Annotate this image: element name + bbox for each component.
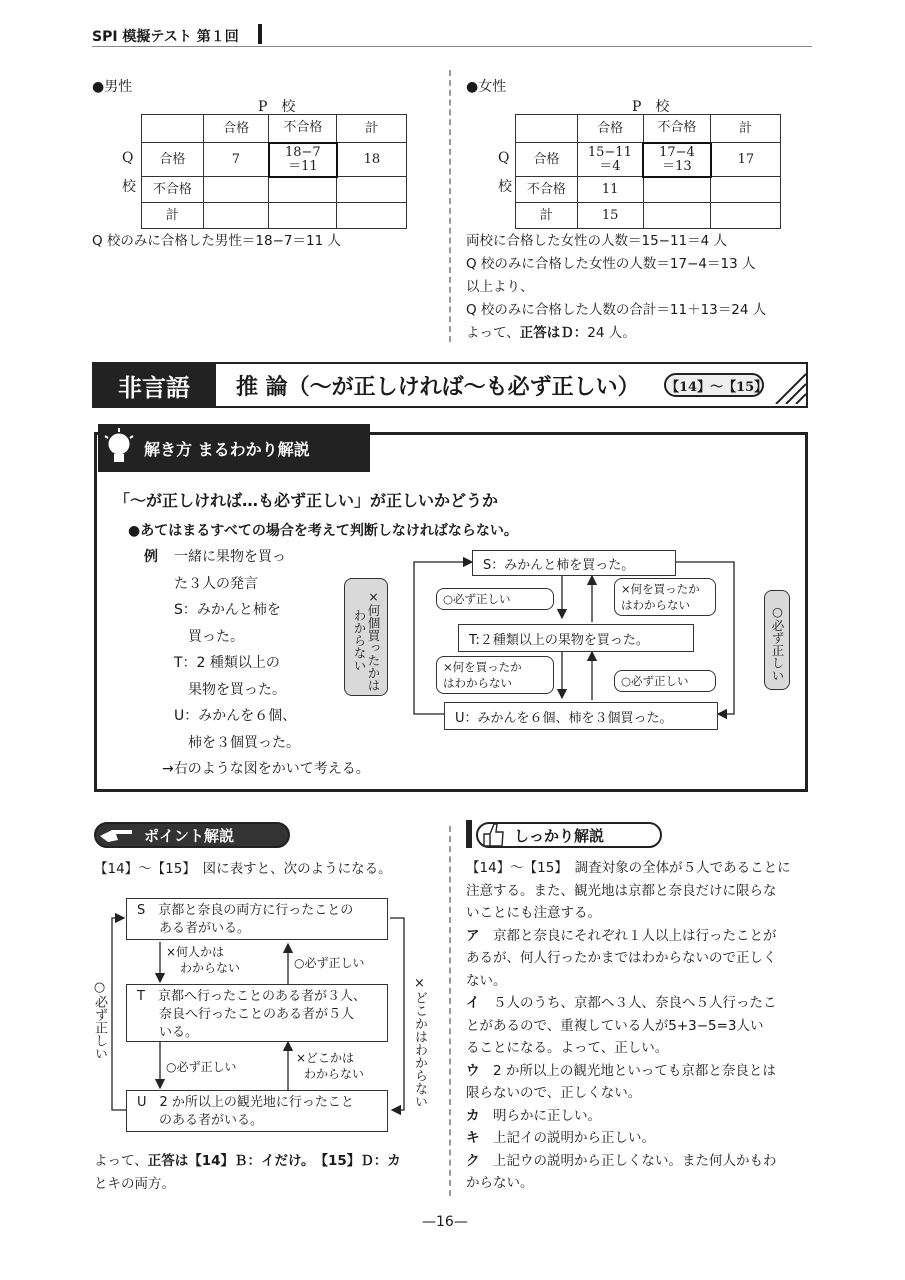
row-header: 不合格 [516, 177, 578, 203]
point-intro: 【14】〜【15】 図に表すと、次のようになる。 [94, 861, 392, 877]
table-cell [203, 203, 269, 229]
point-side-right: ×どこかはわからない [412, 976, 427, 1108]
point-label-r2 [296, 1050, 364, 1082]
shikkari-line: カ 明らかに正しい。 [466, 1107, 601, 1124]
gray-bubble-right [764, 590, 790, 690]
gray-bubble-text: ×何個買ったかはわからない [352, 588, 381, 692]
label-line: ×どこかは [296, 1051, 355, 1065]
lightbulb-icon [102, 428, 136, 468]
shikkari-line: ウ 2 か所以上の観光地といっても京都と奈良とは [466, 1062, 776, 1079]
bubble-line: はわからない [621, 598, 690, 612]
col-header: 不合格 [269, 115, 337, 143]
banner-stripes [770, 366, 806, 404]
example-line: S：みかんと柿を [174, 602, 281, 618]
box-line: T 京都へ行ったことのある者が３人、 [137, 989, 366, 1004]
pointing-hand-icon [98, 824, 138, 846]
male-label: ●男性 [92, 79, 133, 95]
answer-part: 正答は【14】Ｂ：イだけ。 [147, 1153, 308, 1169]
female-p-school: P 校 [632, 99, 670, 115]
point-box-t [126, 984, 388, 1042]
box-line: のある者がいる。 [159, 1113, 264, 1128]
answer-part: 【15】Ｄ：カ [321, 1153, 401, 1169]
header-rule [92, 46, 812, 47]
col-header: 計 [337, 115, 407, 143]
table-cell [203, 177, 269, 203]
table-cell: 7 [203, 143, 269, 177]
shikkari-line: 【14】〜【15】 調査対象の全体が５人であることに [466, 860, 791, 876]
table-cell [337, 203, 407, 229]
header-bar [258, 24, 262, 44]
row-header: 合格 [142, 143, 204, 177]
female-q-char: Q [498, 150, 510, 166]
table-cell [711, 203, 781, 229]
page-number: —16— [422, 1214, 468, 1230]
shikkari-line: 限らないので、正しくない。 [466, 1085, 642, 1101]
table-cell [643, 203, 711, 229]
table-cell: 17−4 ＝13 [643, 143, 711, 177]
bubble-must-2: ○必ず正しい [614, 670, 716, 692]
label-line: わからない [180, 961, 241, 975]
shikkari-line: ることになる。よって、正しい。 [466, 1040, 669, 1056]
table-cell [269, 177, 337, 203]
shikkari-body [466, 857, 816, 1195]
table-cell: 17 [711, 143, 781, 177]
table-cell [337, 177, 407, 203]
answer-bold: 正答はＤ： [519, 325, 588, 341]
example-line: U：みかんを６個、 [174, 708, 297, 724]
table-cell [643, 177, 711, 203]
table-cell [269, 203, 337, 229]
diagram-box-t: T:２種類以上の果物を買った。 [458, 624, 694, 652]
female-note-1: 両校に合格した女性の人数＝15−11＝4 人 [466, 233, 728, 249]
gray-bubble-text: ○必ず正しい [770, 604, 785, 682]
male-p-school: P 校 [258, 99, 296, 115]
kaikata-bullet: ●あてはまるすべての場合を考えて判断しなければならない。 [128, 523, 518, 539]
box-line: ある者がいる。 [159, 921, 251, 936]
table-cell: 18−7 ＝11 [269, 143, 337, 177]
point-box-s [126, 898, 388, 940]
bubble-must-1: ○必ず正しい [436, 588, 554, 610]
point-label-l2: ○必ず正しい [166, 1060, 237, 1074]
shikkari-line: からない。 [466, 1175, 534, 1191]
box-line: U 2 か所以上の観光地に行ったこと [137, 1095, 354, 1110]
box-line: 奈良へ行ったことのある者が５人 [159, 1007, 355, 1022]
diagram-box-u: U：みかんを６個、柿を３個買った。 [444, 702, 718, 730]
bubble-unknown-2 [436, 656, 554, 694]
row-header: 計 [516, 203, 578, 229]
example-lines [174, 544, 300, 756]
shikkari-line: ない。 [466, 972, 507, 989]
label-line: わからない [304, 1067, 365, 1081]
point-answer-2: とキの両方。 [94, 1176, 175, 1192]
bubble-line: はわからない [443, 676, 512, 690]
shikkari-line: ア 京都と奈良にそれぞれ１人以上は行ったことが [466, 927, 777, 944]
box-line: S 京都と奈良の両方に行ったことの [137, 903, 354, 918]
table-cell: 15−11 ＝4 [577, 143, 643, 177]
example-line: 柿を３個買った。 [174, 734, 300, 751]
column-divider-2 [449, 826, 451, 1196]
row-header: 不合格 [142, 177, 204, 203]
example-line: T：2 種類以上の [174, 655, 280, 671]
point-label-r1: ○必ず正しい [294, 956, 365, 970]
shikkari-line: キ 上記イの説明から正しい。 [466, 1130, 655, 1146]
box-line: いる。 [159, 1025, 199, 1040]
point-tab: ポイント解説 [94, 822, 290, 848]
banner-range-badge: 【14】〜【15】 [664, 373, 764, 397]
female-table [515, 114, 781, 229]
example-line: た３人の発言 [174, 575, 258, 592]
diagram-box-s: S：みかんと柿を買った。 [472, 550, 676, 576]
shikkari-bar [466, 820, 472, 848]
example-line: 果物を買った。 [174, 681, 286, 698]
female-school-char: 校 [498, 179, 512, 195]
col-header: 合格 [577, 115, 643, 143]
point-label-l1 [166, 944, 240, 976]
female-note-3: 以上より、 [466, 279, 534, 295]
female-answer [466, 322, 636, 345]
answer-part: よって、 [94, 1153, 148, 1169]
kaikata-headline: 「〜が正しければ…も必ず正しい」が正しいかどうか [114, 491, 499, 510]
male-note: Q 校のみに合格した男性＝18−7＝11 人 [92, 233, 341, 249]
point-box-u [126, 1090, 388, 1132]
col-header: 不合格 [643, 115, 711, 143]
table-cell: 15 [577, 203, 643, 229]
banner-title: 推 論（〜が正しければ〜も必ず正しい） [236, 375, 640, 400]
shikkari-line: あるが、何人行ったかまではわからないので正しく [466, 950, 777, 966]
bubble-unknown-1 [614, 578, 716, 616]
table-cell [711, 177, 781, 203]
shikkari-line: ク 上記ウの説明から正しくない。また何人かもわ [466, 1152, 777, 1169]
col-header: 合格 [203, 115, 269, 143]
example-line: 買った。 [174, 628, 244, 645]
bubble-line: ×何を買ったか [443, 660, 522, 674]
label-line: ×何人かは [166, 945, 225, 959]
row-header: 合格 [516, 143, 578, 177]
kaikata-tab: 解き方 まるわかり解説 [98, 424, 370, 472]
female-note-2: Q 校のみに合格した女性の人数＝17−4＝13 人 [466, 256, 756, 272]
female-note-4: Q 校のみに合格した人数の合計＝11＋13＝24 人 [466, 302, 767, 318]
answer-prefix: よって、 [466, 325, 520, 341]
column-divider [449, 70, 451, 342]
example-arrow-text: →右のような図をかいて考える。 [162, 761, 370, 777]
page-header-title: SPI 模擬テスト 第１回 [92, 29, 239, 45]
row-header: 計 [142, 203, 204, 229]
thumbs-up-icon [480, 820, 506, 848]
shikkari-line: いことにも注意する。 [466, 905, 601, 921]
male-q-char: Q [122, 150, 134, 166]
example-label: 例 [144, 549, 158, 565]
point-side-left: ○必ず正しい [92, 980, 107, 1060]
male-school-char: 校 [122, 179, 136, 195]
table-cell: 11 [577, 177, 643, 203]
shikkari-line: 注意する。また、観光地は京都と奈良だけに限らな [466, 882, 777, 899]
female-label: ●女性 [466, 79, 507, 95]
bubble-line: ×何を買ったか [621, 582, 700, 596]
table-cell: 18 [337, 143, 407, 177]
point-answer-1 [94, 1150, 401, 1173]
male-table [141, 114, 407, 229]
col-header: 計 [711, 115, 781, 143]
shikkari-line: とがあるので、重複している人が5+3−5=3人い [466, 1017, 764, 1034]
shikkari-tab: しっかり解説 [476, 822, 662, 848]
banner-category: 非言語 [92, 362, 216, 408]
answer-suffix: 24 人。 [587, 325, 636, 341]
example-line: 一緒に果物を買っ [174, 549, 286, 565]
shikkari-line: イ ５人のうち、京都へ３人、奈良へ５人行ったこ [466, 995, 777, 1011]
gray-bubble-left [344, 578, 388, 696]
